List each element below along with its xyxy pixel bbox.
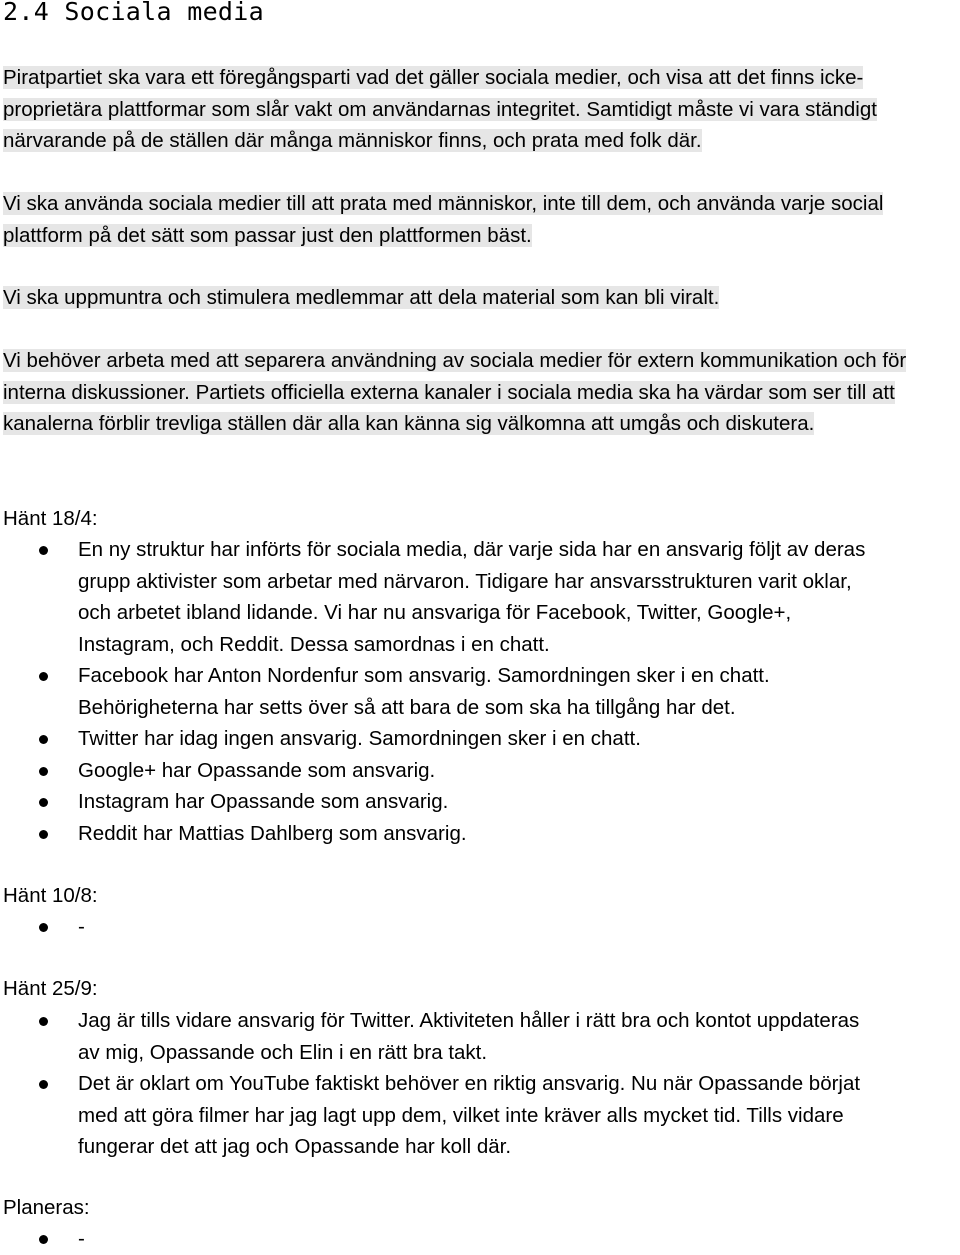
bullet-icon <box>39 672 48 681</box>
paragraph-channels-text: Vi behöver arbeta med att separera användning av sociala medier för extern kommunikation och för interna diskussioner. Partiets officiella externa kanaler i sociala media ska ha värdar som ser till att kanalerna förblir trevliga ställen där alla kan känna sig välkomna att umgås och diskutera. <box>3 349 907 435</box>
list-hant-18-4 <box>0 534 958 849</box>
list-planeras <box>0 1223 958 1255</box>
bullet-icon <box>39 1080 48 1089</box>
paragraph-viral <box>3 282 958 314</box>
heading-planeras: Planeras: <box>3 1196 90 1219</box>
list-item: En ny struktur har införts för sociala media, där varje sida har en ansvarig följt av deras grupp aktivister som arbetar med närvaron. Tidigare har ansvarsstrukturen varit oklar, och arbetet ibland lidande. Vi har nu ansvariga för Facebook, Twitter, Google+, Instagram, och Reddit. Dessa samordnas i en chatt. <box>0 534 958 660</box>
list-item: Twitter har idag ingen ansvarig. Samordningen sker i en chatt. <box>0 723 958 755</box>
bullet-icon <box>39 923 48 932</box>
bullet-icon <box>39 546 48 555</box>
list-item: - <box>0 911 958 943</box>
paragraph-usage <box>3 188 958 251</box>
paragraph-channels <box>3 345 958 440</box>
heading-hant-18-4: Hänt 18/4: <box>3 507 98 530</box>
bullet-icon <box>39 798 48 807</box>
paragraph-intro <box>3 62 958 157</box>
bullet-icon <box>39 735 48 744</box>
bullet-icon <box>39 1017 48 1026</box>
section-title: 2.4 Sociala media <box>3 0 264 26</box>
bullet-icon <box>39 1235 48 1244</box>
paragraph-viral-text: Vi ska uppmuntra och stimulera medlemmar att dela material som kan bli viralt. <box>3 286 720 309</box>
list-item: Reddit har Mattias Dahlberg som ansvarig. <box>0 818 958 850</box>
list-item: Instagram har Opassande som ansvarig. <box>0 786 958 818</box>
list-item: - <box>0 1223 958 1255</box>
paragraph-intro-text: Piratpartiet ska vara ett föregångsparti vad det gäller sociala medier, och visa att det finns icke-proprietära plattformar som slår vakt om användarnas integritet. Samtidigt måste vi vara ständigt närvarande på de ställen där många människor finns, och prata med folk där. <box>3 66 877 152</box>
bullet-icon <box>39 830 48 839</box>
heading-hant-10-8: Hänt 10/8: <box>3 884 98 907</box>
list-hant-10-8 <box>0 911 958 943</box>
paragraph-usage-text: Vi ska använda sociala medier till att prata med människor, inte till dem, och använda varje social plattform på det sätt som passar just den plattformen bäst. <box>3 192 884 247</box>
list-hant-25-9 <box>0 1005 958 1163</box>
heading-hant-25-9: Hänt 25/9: <box>3 977 98 1000</box>
list-item: Det är oklart om YouTube faktiskt behöver en riktig ansvarig. Nu när Opassande börjat med att göra filmer har jag lagt upp dem, vilket inte kräver alls mycket tid. Tills vidare fungerar det att jag och Opassande har koll där. <box>0 1068 958 1163</box>
list-item: Jag är tills vidare ansvarig för Twitter. Aktiviteten håller i rätt bra och kontot uppdateras av mig, Opassande och Elin i en rätt bra takt. <box>0 1005 958 1068</box>
bullet-icon <box>39 767 48 776</box>
list-item: Google+ har Opassande som ansvarig. <box>0 755 958 787</box>
list-item: Facebook har Anton Nordenfur som ansvarig. Samordningen sker i en chatt. Behörigheterna har setts över så att bara de som ska ha tillgång har det. <box>0 660 958 723</box>
